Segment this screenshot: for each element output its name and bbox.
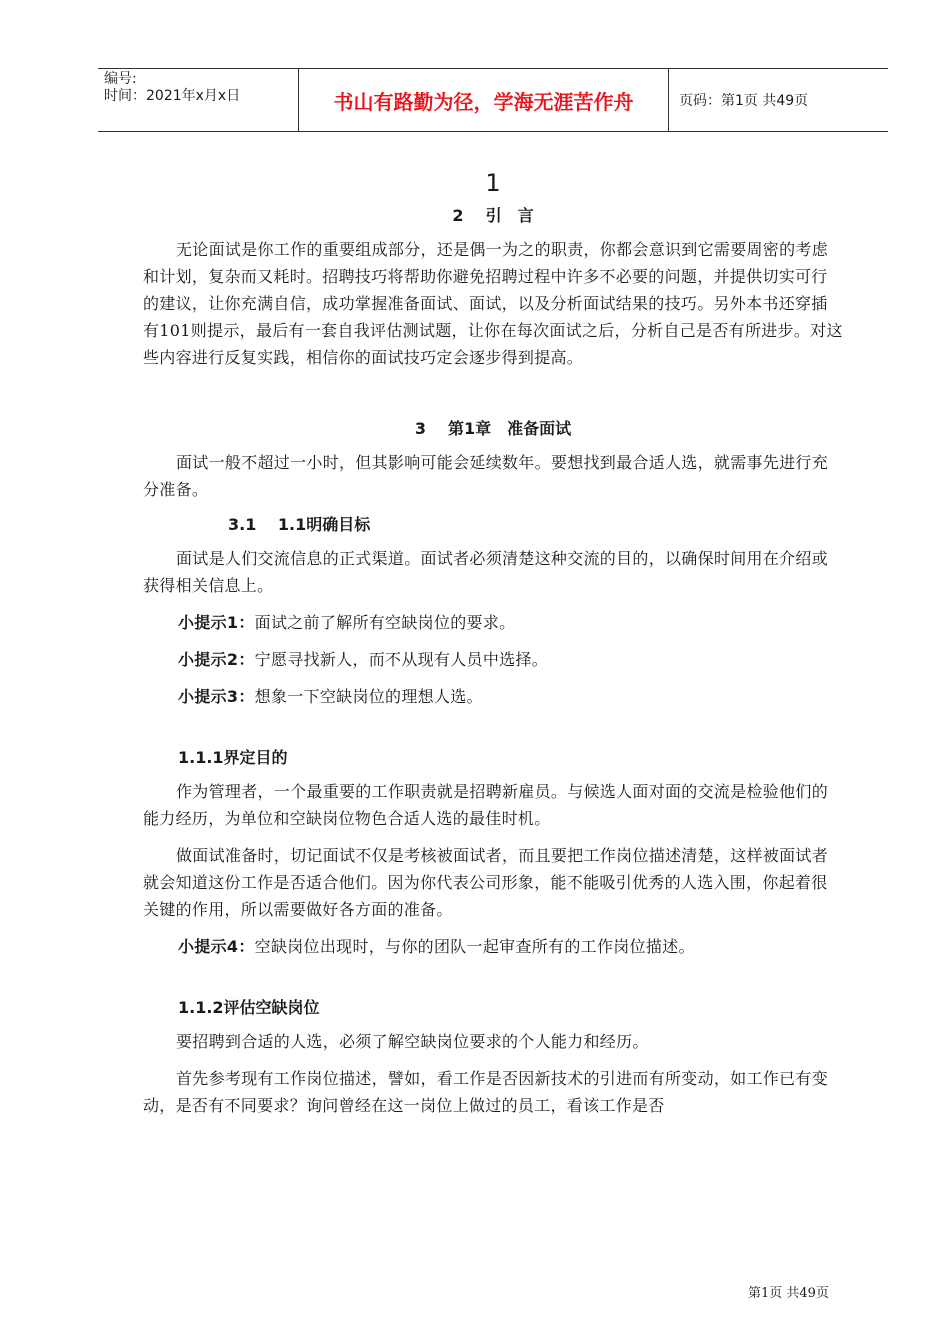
tip-label: 小提示2： <box>178 650 255 669</box>
tip-label: 小提示3： <box>178 687 255 706</box>
intro-heading <box>143 204 843 228</box>
chapter-heading-number: 3 <box>414 419 426 438</box>
page-header <box>98 68 888 132</box>
page-footer: 第1页 共49页 <box>748 1286 829 1301</box>
tip-4 <box>143 933 843 960</box>
header-meta-cell <box>98 69 299 131</box>
chapter-paragraph: 面试一般不超过一小时，但其影响可能会延续数年。要想找到最合适人选，就需事先进行充分准备。 <box>143 453 829 499</box>
tip-text: 想象一下空缺岗位的理想人选。 <box>254 687 483 706</box>
chapter-heading-title: 第1章 准备面试 <box>448 419 572 438</box>
section-number: 1 <box>485 169 501 197</box>
section-3-1-paragraph: 面试是人们交流信息的正式渠道。面试者必须清楚这种交流的目的，以确保时间用在介绍或获得相关信息上。 <box>143 549 829 595</box>
section-1-1-2-paragraph-2: 首先参考现有工作岗位描述，譬如，看工作是否因新技术的引进而有所变动，如工作已有变动，是否有不同要求？询问曾经在这一岗位上做过的员工，看该工作是否 <box>143 1069 829 1115</box>
motto: 书山有路勤为径，学海无涯苦作舟 <box>299 69 669 131</box>
section-1-1-1-heading: 1.1.1界定目的 <box>178 748 288 767</box>
intro-heading-number: 2 <box>452 206 464 225</box>
number-label: 编号: <box>104 71 137 87</box>
intro-heading-title: 引 言 <box>485 206 534 225</box>
date-label: 时间：2021年x月x日 <box>104 88 241 104</box>
tip-text: 空缺岗位出现时，与你的团队一起审查所有的工作岗位描述。 <box>254 937 695 956</box>
tip-1 <box>143 609 843 636</box>
tip-label: 小提示4： <box>178 937 255 956</box>
intro-paragraph: 无论面试是你工作的重要组成部分，还是偶一为之的职责，你都会意识到它需要周密的考虑和计划，复杂而又耗时。招聘技巧将帮助你避免招聘过程中许多不必要的问题，并提供切实可行的建议，让你充满自信，成功掌握准备面试、面试，以及分析面试结果的技巧。另外本书还穿插有101则提示，最后有一套自我评估测试题，让你在每次面试之后，分析自己是否有所进步。对这些内容进行反复实践，相信你的面试技巧定会逐步得到提高。 <box>143 240 843 367</box>
header-page-label: 页码：第1页 共49页 <box>679 93 809 109</box>
section-3-1-heading: 3.1 1.1明确目标 <box>228 515 371 534</box>
tip-text: 宁愿寻找新人，而不从现有人员中选择。 <box>254 650 549 669</box>
section-1-1-2-heading: 1.1.2评估空缺岗位 <box>178 998 320 1017</box>
tip-3 <box>143 683 843 710</box>
section-1-1-1-paragraph-2: 做面试准备时，切记面试不仅是考核被面试者，而且要把工作岗位描述清楚，这样被面试者就会知道这份工作是否适合他们。因为你代表公司形象，能不能吸引优秀的人选入围，你起着很关键的作用，所以需要做好各方面的准备。 <box>143 846 829 919</box>
section-1-1-2-paragraph-1: 要招聘到合适的人选，必须了解空缺岗位要求的个人能力和经历。 <box>176 1032 649 1051</box>
tip-2 <box>143 646 843 673</box>
chapter-heading <box>143 417 843 441</box>
document-body <box>143 168 843 1119</box>
tip-text: 面试之前了解所有空缺岗位的要求。 <box>254 613 516 632</box>
tip-label: 小提示1： <box>178 613 255 632</box>
section-1-1-1-paragraph-1: 作为管理者，一个最重要的工作职责就是招聘新雇员。与候选人面对面的交流是检验他们的能力经历，为单位和空缺岗位物色合适人选的最佳时机。 <box>143 782 829 828</box>
